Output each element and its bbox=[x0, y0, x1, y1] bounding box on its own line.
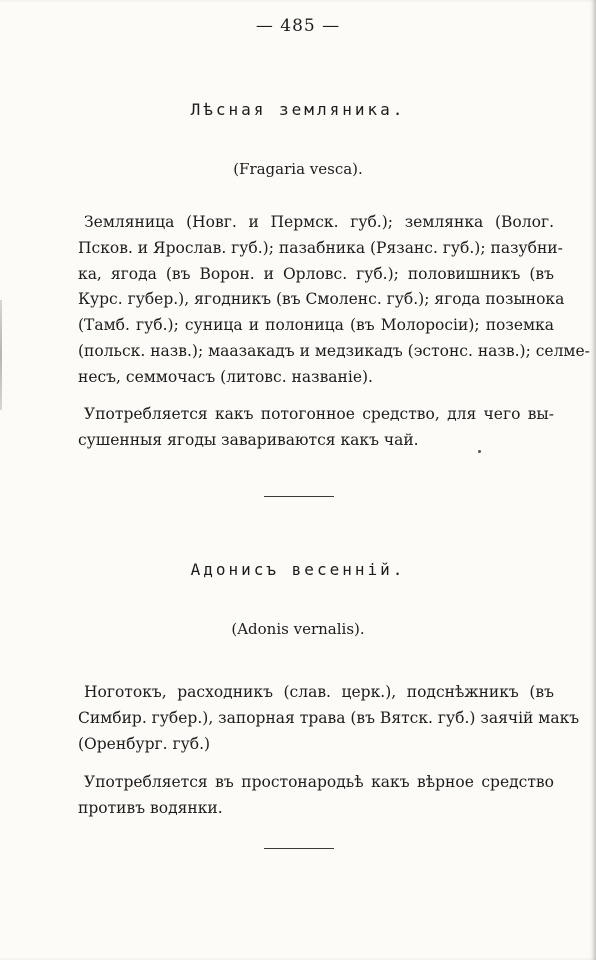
text-line: Употребляется въ простонародьѣ какъ вѣрное средство bbox=[84, 773, 554, 791]
section-title-adonis: Адонисъ весеннiй. bbox=[190, 560, 406, 579]
section-title-fragaria: Лѣсная земляника. bbox=[190, 100, 406, 119]
text-line: Курс. губер.), ягодникъ (въ Смоленс. губ.); ягода позынока bbox=[78, 290, 565, 309]
latin-name-fragaria: (Fragaria vesca). bbox=[233, 160, 363, 178]
text-line: (Оренбург. губ.) bbox=[78, 734, 211, 753]
paragraph-adonis-names bbox=[78, 680, 580, 757]
text-line: (Тамб. губ.); суница и полоница (въ Молоросіи); поземка bbox=[78, 316, 554, 335]
text-line: Земляница (Новг. и Пермск. губ.); землянка (Волог. bbox=[84, 213, 554, 231]
text-line: Псков. и Ярослав. губ.); пазабника (Рязанс. губ.); пазубни- bbox=[78, 238, 563, 257]
section-divider bbox=[264, 496, 334, 497]
paragraph-fragaria-usage bbox=[78, 402, 554, 454]
paragraph-fragaria-names bbox=[78, 210, 590, 391]
page-number: — 485 — bbox=[255, 16, 341, 36]
text-line: противъ водянки. bbox=[78, 798, 223, 817]
latin-name-adonis: (Adonis vernalis). bbox=[231, 620, 365, 638]
text-line: Симбир. губер.), запорная трава (въ Вятск. губ.) заячій макъ bbox=[78, 708, 580, 727]
text-line: несъ, семмочасъ (литовс. названіе). bbox=[78, 367, 373, 386]
text-line: ка, ягода (въ Ворон. и Орловс. губ.); половишникъ (въ bbox=[78, 264, 554, 283]
section-divider bbox=[264, 848, 334, 849]
text-line: Ноготокъ, расходникъ (слав. церк.), подснѣжникъ (въ bbox=[84, 683, 554, 701]
paragraph-adonis-usage bbox=[78, 770, 554, 822]
text-line: Употребляется какъ потогонное средство, для чего вы- bbox=[84, 405, 554, 423]
text-line: сушенныя ягоды завариваются какъ чай. bbox=[78, 430, 419, 449]
page-binding-edge bbox=[0, 300, 2, 410]
ink-speck bbox=[478, 450, 481, 453]
text-line: (польск. назв.); маазакадъ и медзикадъ (эстонс. назв.); селме- bbox=[78, 341, 590, 360]
